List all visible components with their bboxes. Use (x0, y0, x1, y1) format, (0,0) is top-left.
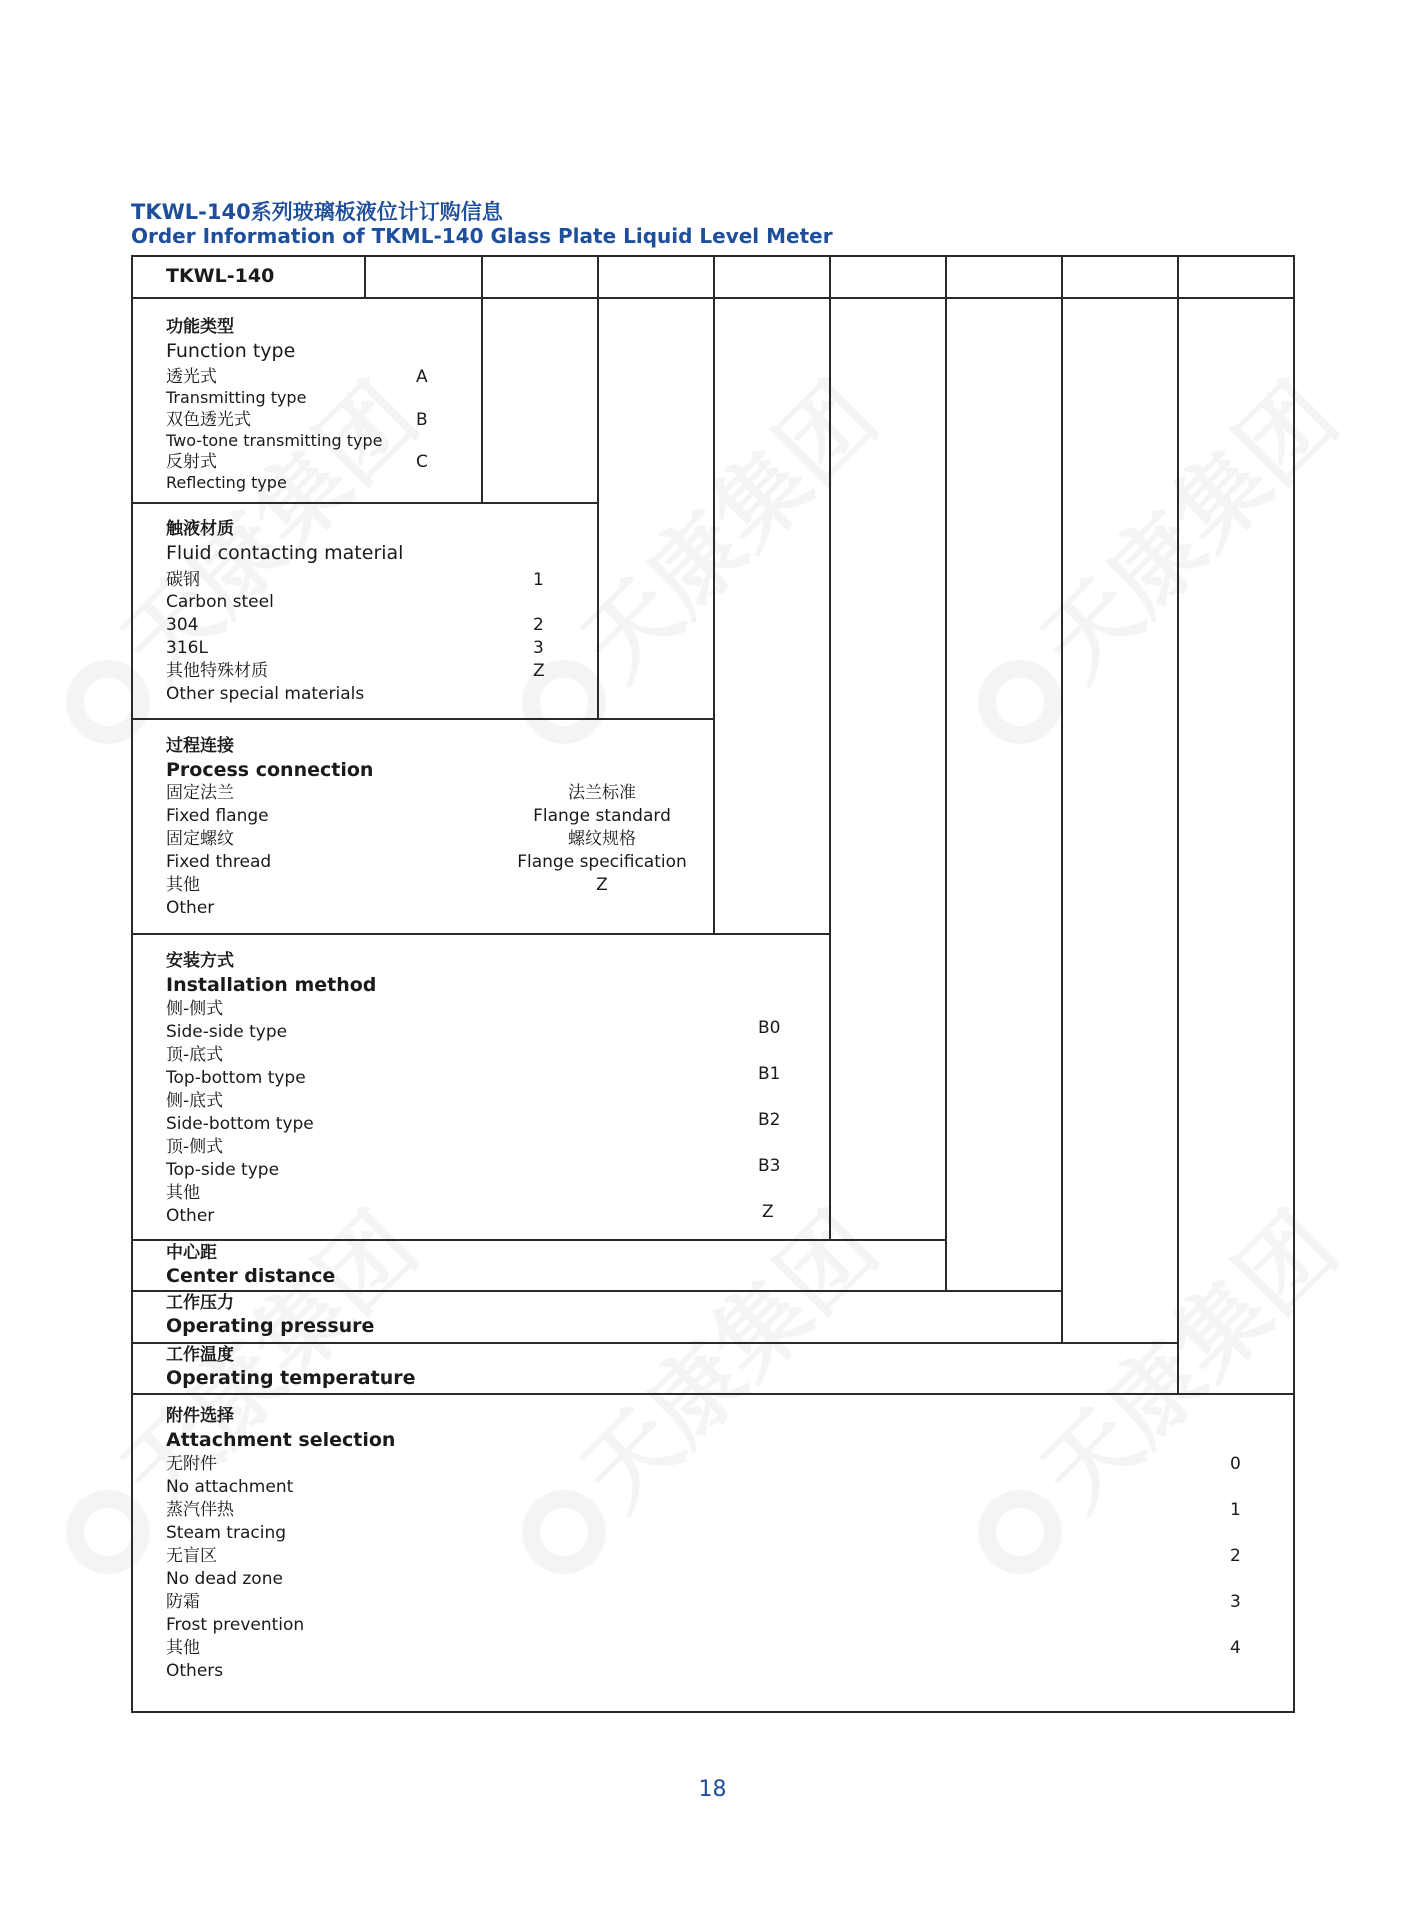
attachment-option-cn: 防霜 (166, 1592, 200, 1612)
attachment-option-code: 4 (1230, 1638, 1241, 1658)
title-english: Order Information of TKML-140 Glass Plate Liquid Level Meter (131, 224, 833, 248)
material-option-code: 1 (533, 570, 544, 590)
attachment-option-cn: 无附件 (166, 1454, 217, 1474)
installation-option-code: B0 (758, 1018, 781, 1038)
title-chinese: TKWL-140系列玻璃板液位计订购信息 (131, 200, 503, 224)
installation-title-en: Installation method (166, 974, 377, 996)
temperature-en: Operating temperature (166, 1367, 416, 1389)
installation-option-en: Other (166, 1206, 215, 1226)
installation-option-cn: 顶-侧式 (166, 1137, 224, 1157)
process-code-cn: 法兰标准 (568, 783, 636, 803)
process-code-en: Flange specification (517, 852, 687, 872)
installation-option-cn: 顶-底式 (166, 1045, 224, 1065)
process-code: Z (596, 875, 608, 895)
material-title-cn: 触液材质 (166, 519, 234, 539)
installation-option-cn: 侧-底式 (166, 1091, 224, 1111)
material-option-label: 316L (166, 638, 208, 658)
function-option-en: Transmitting type (166, 388, 307, 407)
function-option-code: C (416, 452, 428, 472)
function-option-code: B (416, 410, 428, 430)
material-option-code: 2 (533, 615, 544, 635)
function-option-cn: 双色透光式 (166, 410, 251, 430)
installation-option-en: Side-bottom type (166, 1114, 314, 1134)
installation-option-code: B1 (758, 1064, 781, 1084)
center-distance-en: Center distance (166, 1265, 336, 1287)
installation-option-code: B2 (758, 1110, 781, 1130)
installation-option-cn: 其他 (166, 1183, 200, 1203)
function-type-title-cn: 功能类型 (166, 317, 234, 337)
attachment-title-en: Attachment selection (166, 1429, 396, 1451)
attachment-option-code: 2 (1230, 1546, 1241, 1566)
process-option-cn: 固定法兰 (166, 783, 234, 803)
material-option-cn: 碳钢 (166, 570, 200, 590)
process-code-en: Flange standard (533, 806, 671, 826)
function-option-en: Reflecting type (166, 473, 287, 492)
material-option-en: Carbon steel (166, 592, 274, 612)
function-option-cn: 反射式 (166, 452, 217, 472)
attachment-option-en: Steam tracing (166, 1523, 287, 1543)
installation-option-code: B3 (758, 1156, 781, 1176)
page-number: 18 (698, 1777, 727, 1802)
attachment-option-cn: 其他 (166, 1638, 200, 1658)
attachment-option-en: No attachment (166, 1477, 294, 1497)
process-title-cn: 过程连接 (166, 736, 234, 756)
attachment-option-code: 0 (1230, 1454, 1241, 1474)
attachment-option-en: No dead zone (166, 1569, 283, 1589)
installation-title-cn: 安装方式 (166, 951, 234, 971)
pressure-en: Operating pressure (166, 1315, 375, 1337)
material-option-code: 3 (533, 638, 544, 658)
function-type-title-en: Function type (166, 340, 296, 362)
installation-option-en: Top-bottom type (166, 1068, 306, 1088)
process-option-cn: 固定螺纹 (166, 829, 234, 849)
attachment-title-cn: 附件选择 (166, 1406, 234, 1426)
process-code-cn: 螺纹规格 (568, 829, 636, 849)
material-option-cn: 其他特殊材质 (166, 661, 268, 681)
attachment-option-en: Frost prevention (166, 1615, 305, 1635)
process-option-en: Fixed thread (166, 852, 272, 872)
attachment-option-code: 1 (1230, 1500, 1241, 1520)
function-option-cn: 透光式 (166, 367, 217, 387)
installation-option-en: Top-side type (166, 1160, 280, 1180)
attachment-option-cn: 蒸汽伴热 (166, 1500, 234, 1520)
installation-option-cn: 侧-侧式 (166, 999, 224, 1019)
process-title-en: Process connection (166, 759, 374, 781)
material-title-en: Fluid contacting material (166, 542, 404, 564)
attachment-option-en: Others (166, 1661, 224, 1681)
material-option-code: Z (533, 661, 545, 681)
temperature-cn: 工作温度 (166, 1345, 234, 1365)
model-code: TKWL-140 (166, 265, 275, 287)
installation-option-en: Side-side type (166, 1022, 288, 1042)
function-option-en: Two-tone transmitting type (166, 431, 383, 450)
material-option-en: Other special materials (166, 684, 365, 704)
function-option-code: A (416, 367, 428, 387)
installation-option-code: Z (762, 1202, 774, 1222)
process-option-en: Fixed flange (166, 806, 269, 826)
attachment-option-code: 3 (1230, 1592, 1241, 1612)
material-option-label: 304 (166, 615, 199, 635)
center-distance-cn: 中心距 (166, 1243, 217, 1263)
process-option-cn: 其他 (166, 875, 200, 895)
process-option-en: Other (166, 898, 215, 918)
attachment-option-cn: 无盲区 (166, 1546, 217, 1566)
pressure-cn: 工作压力 (166, 1293, 234, 1313)
